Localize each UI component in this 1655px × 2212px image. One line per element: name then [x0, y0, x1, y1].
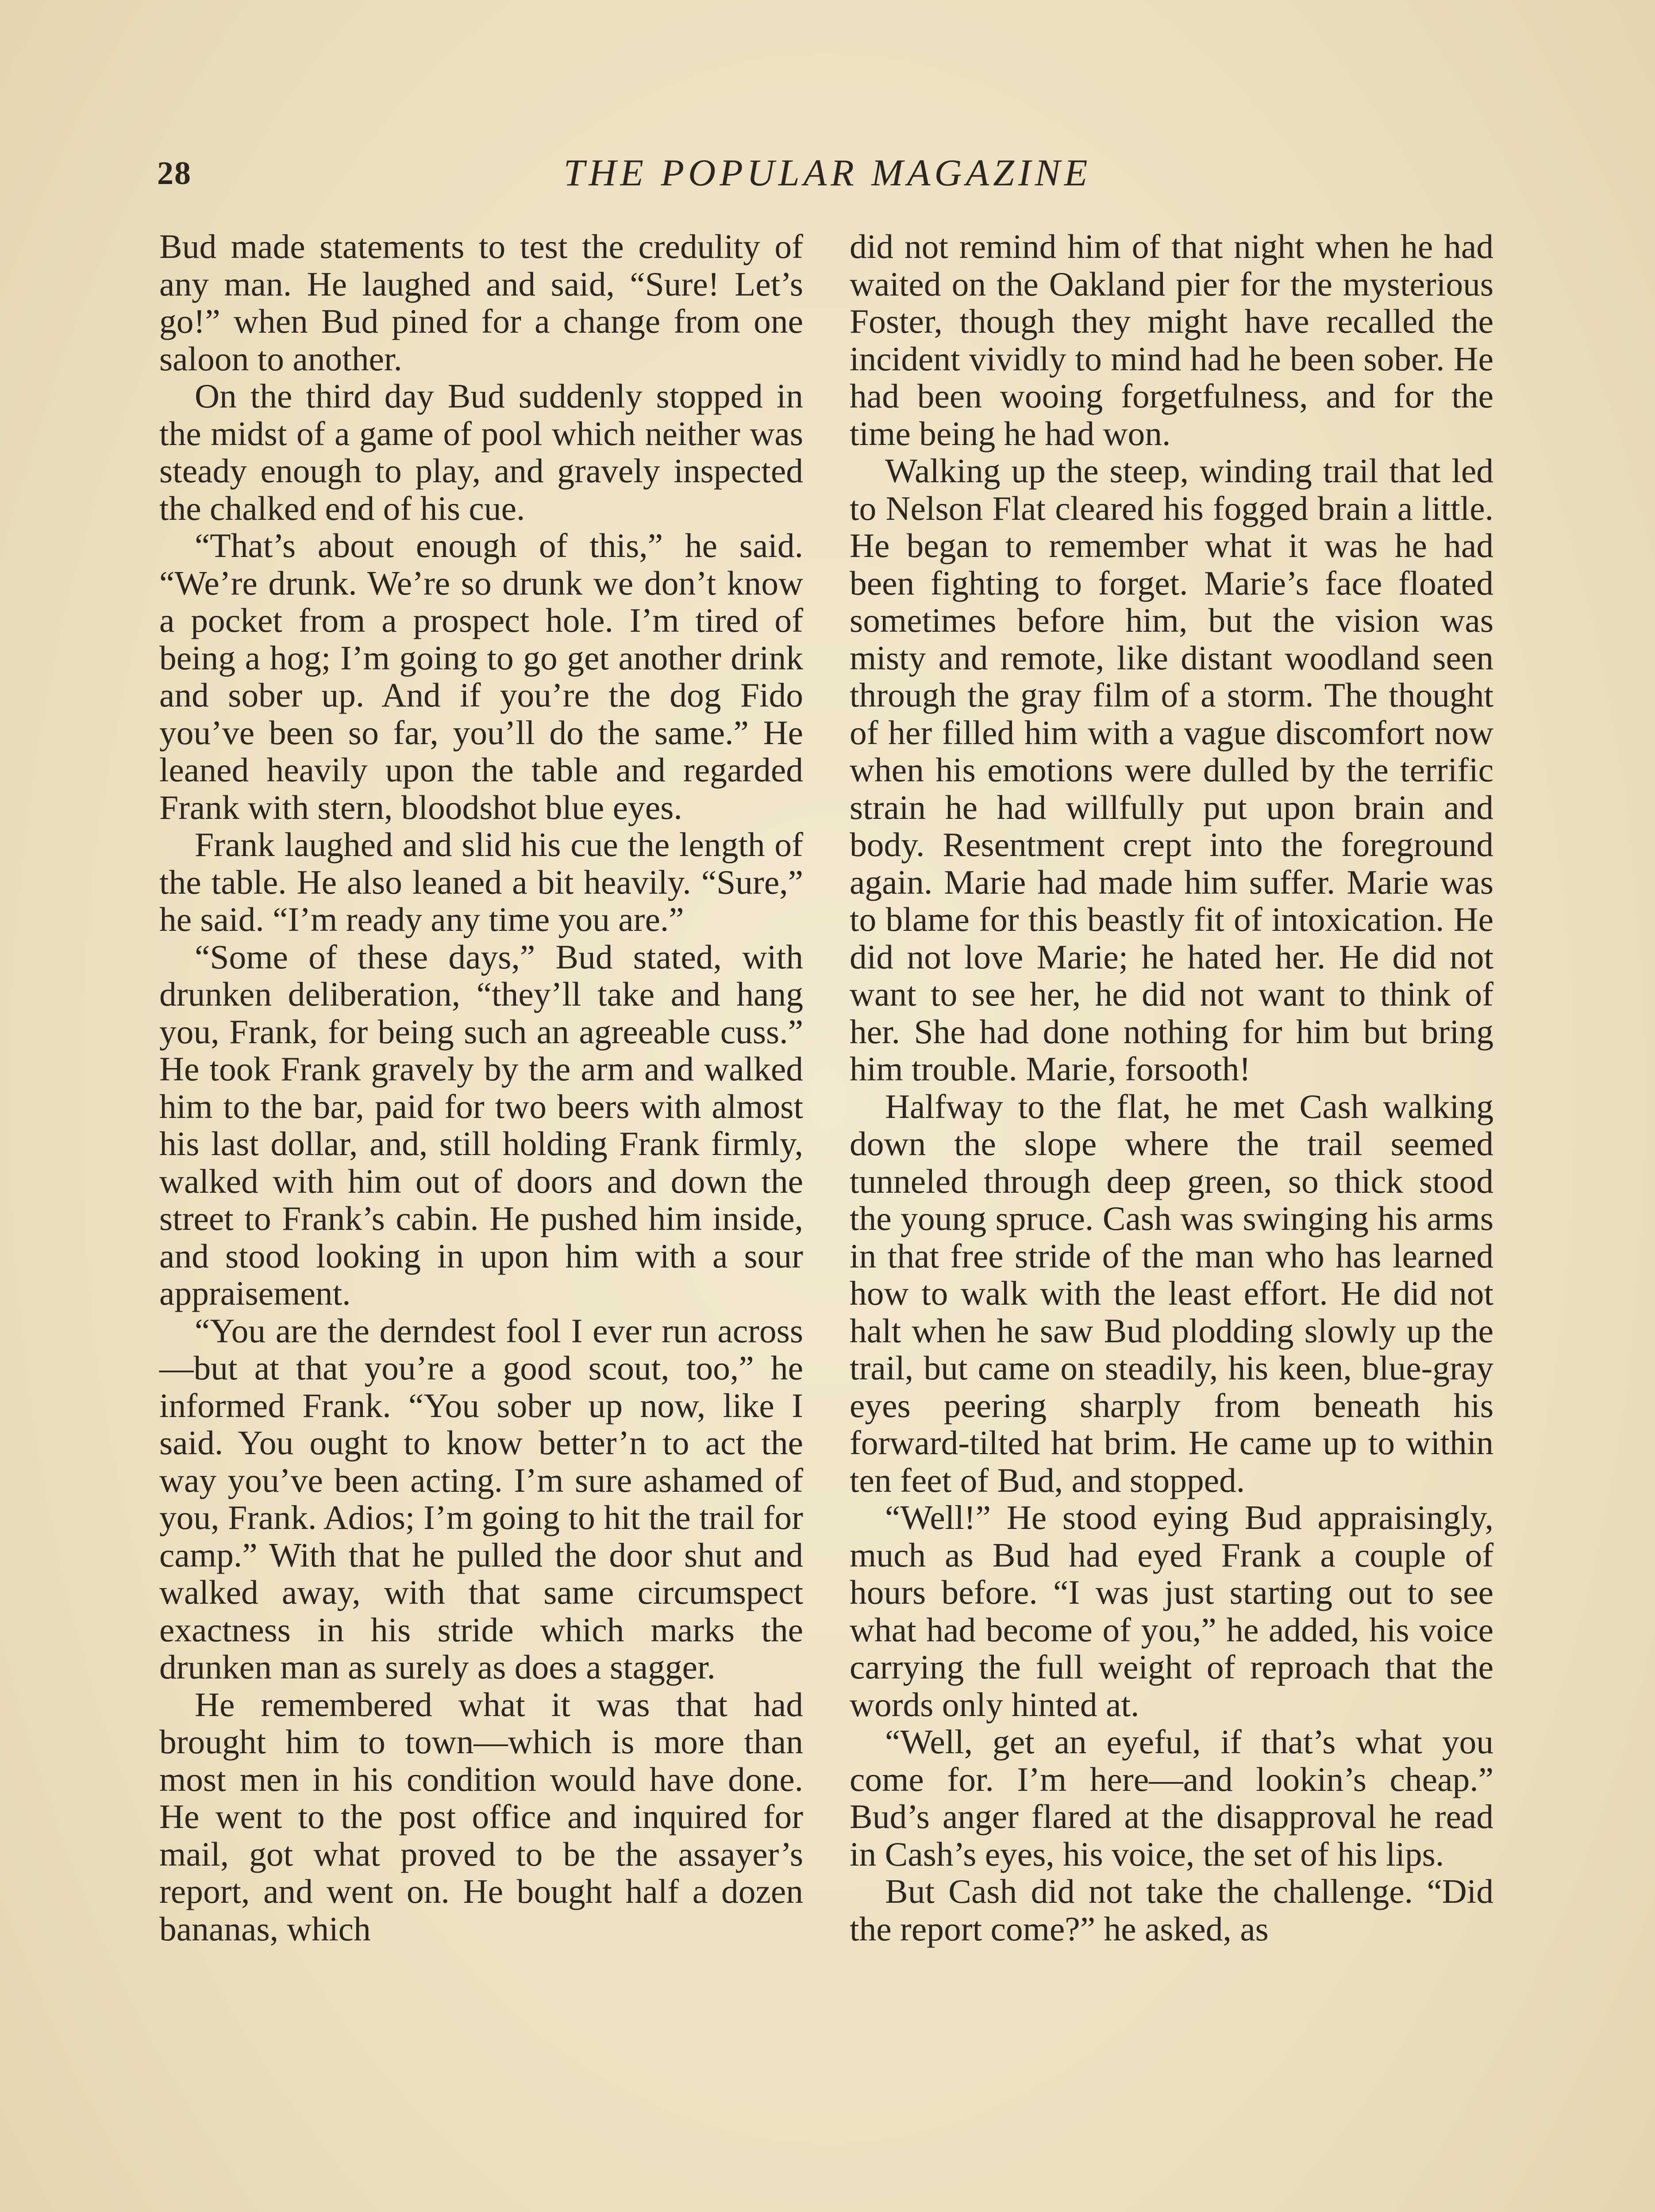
- paragraph: He remembered what it was that had brought him to town—which is more than most men in his condition would have done. He went to the post office and inquired for mail, got what proved to be the assayer’s report, and went on. He bought half a dozen bananas, which: [159, 1685, 803, 1948]
- right-column: [850, 228, 1493, 1947]
- paragraph: “Well, get an eyeful, if that’s what you come for. I’m here—and lookin’s cheap.” Bud’s anger flared at the disapproval he read in Cash’s eyes, his voice, the set of his lips.: [850, 1723, 1493, 1873]
- page-header: [150, 150, 1505, 199]
- paragraph: On the third day Bud suddenly stopped in the midst of a game of pool which neither was steady enough to play, and gravely inspected the chalked end of his cue.: [159, 377, 803, 527]
- paragraph: “You are the derndest fool I ever run across—but at that you’re a good scout, too,” he informed Frank. “You sober up now, like I said. You ought to know better’n to act the way you’ve been acting. I’m sure ashamed of you, Frank. Adios; I’m going to hit the trail for camp.” With that he pulled the door shut and walked away, with that same circumspect exactness in his stride which marks the drunken man as surely as does a stagger.: [159, 1311, 803, 1686]
- left-column: [159, 228, 803, 1947]
- paragraph: Frank laughed and slid his cue the length of the table. He also leaned a bit heavily. “Sure,” he said. “I’m ready any time you are.”: [159, 826, 803, 938]
- paragraph: Halfway to the flat, he met Cash walking down the slope where the trail seemed tunneled through deep green, so thick stood the young spruce. Cash was swinging his arms in that free stride of the man who has learned how to walk with the least effort. He did not halt when he saw Bud plodding slowly up the trail, but came on steadily, his keen, blue-gray eyes peering sharply from beneath his forward-tilted hat brim. He came up to within ten feet of Bud, and stopped.: [850, 1087, 1493, 1499]
- paragraph: Bud made statements to test the credulity of any man. He laughed and said, “Sure! Let’s go!” when Bud pined for a change from one saloon to another.: [159, 227, 803, 378]
- running-title: THE POPULAR MAGAZINE: [563, 151, 1092, 194]
- paragraph: “That’s about enough of this,” he said. “We’re drunk. We’re so drunk we don’t know a pocket from a prospect hole. I’m tired of being a hog; I’m going to go get another drink and sober up. And if you’re the dog Fido you’ve been so far, you’ll do the same.” He leaned heavily upon the table and regarded Frank with stern, bloodshot blue eyes.: [159, 526, 803, 826]
- paragraph: did not remind him of that night when he had waited on the Oakland pier for the mysterious Foster, though they might have recalled the incident vividly to mind had he been sober. He had been wooing forgetfulness, and for the time being he had won.: [850, 227, 1493, 453]
- paragraph: Walking up the steep, winding trail that led to Nelson Flat cleared his fogged brain a little. He began to remember what it was he had been fighting to forget. Marie’s face floated sometimes before him, but the vision was misty and remote, like distant woodland seen through the gray film of a storm. The thought of her filled him with a vague discomfort now when his emotions were dulled by the terrific strain he had willfully put upon brain and body. Resentment crept into the foreground again. Marie had made him suffer. Marie was to blame for this beastly fit of intoxication. He did not love Marie; he hated her. He did not want to see her, he did not want to think of her. She had done nothing for him but bring him trouble. Marie, forsooth!: [850, 452, 1493, 1088]
- paragraph: But Cash did not take the challenge. “Did the report come?” he asked, as: [850, 1872, 1493, 1948]
- paragraph: “Well!” He stood eying Bud appraisingly, much as Bud had eyed Frank a couple of hours before. “I was just starting out to see what had become of you,” he added, his voice carrying the full weight of reproach that the words only hinted at.: [850, 1498, 1493, 1724]
- page-number: 28: [157, 155, 192, 192]
- paragraph: “Some of these days,” Bud stated, with drunken deliberation, “they’ll take and hang you, Frank, for being such an agreeable cuss.” He took Frank gravely by the arm and walked him to the bar, paid for two beers with almost his last dollar, and, still holding Frank firmly, walked with him out of doors and down the street to Frank’s cabin. He pushed him inside, and stood looking in upon him with a sour appraisement.: [159, 937, 803, 1312]
